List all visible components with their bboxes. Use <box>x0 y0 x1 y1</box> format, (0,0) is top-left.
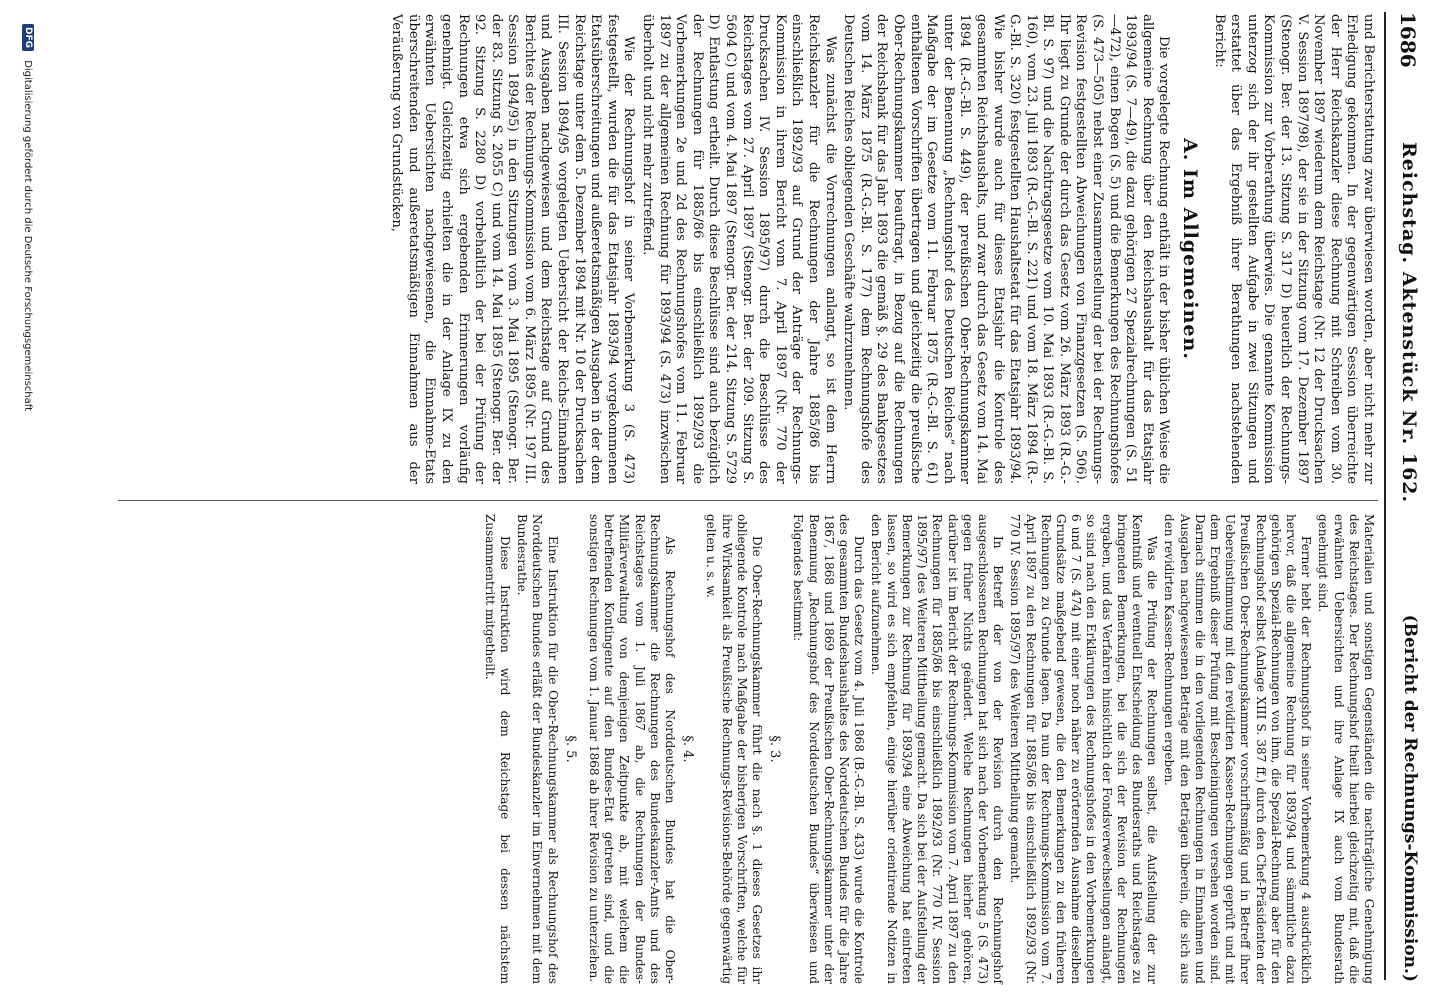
body-paragraph: In Betreff der von der Revision durch den Rechnungshof ausgeschlossenen Rechnungen hat sich nach der Vorbemerkung 5 (S. 473) gegen früher Nichts geändert. Welche Rechnungen hierher gehören, darüber ist im Bericht der Rechnungs-Kommission vom 7. April 1897 zu den Rechnungen für 1885/86 bis einschließlich 1892/93 (Nr. 770 IV. Session 1895/97) des Weiteren Mittheilung gemacht. Da sich bei der Aufstellung der Bemerkungen zur Rechnung für 1893/94 eine Abweichung hat eintreten lassen, so wird es sich empfehlen, einige hierüber orientirende Notizen in den Bericht aufzunehmen. <box>869 514 1006 984</box>
credit-text: Digitalisierung gefördert durch die Deutsche Forschungsgemeinschaft <box>22 60 33 412</box>
running-title: Reichstag. Aktenstück Nr. 162. <box>1398 142 1420 504</box>
section-heading: A. Im Allgemeinen. <box>1179 138 1202 360</box>
statute-text: Als Rechnungshof des Norddeutschen Bundes hat die Ober-Rechnungskammer die Rechnungen des Bundeskanzler-Amts und des Reichstages vom 1. Juli 1867 ab, die Rechnungen der Bundes-Militärverwaltung von demjenigen Zeitpunkte ab, mit welchem die betreffenden Kontingente auf den Bundes-Etat getreten sind, und die sonstigen Rechnungen vom 1. Januar 1868 ab ihrer Revision zu unterziehen. <box>587 514 678 984</box>
dfg-logo: DFG <box>22 24 34 51</box>
column-divider <box>118 500 1378 501</box>
body-paragraph: Wie der Rechnungshof in seiner Vorbemerkung 3 (S. 473) festgestellt, wurden die für das Etatsjahr 1893/94 vorgekommenen Etatsüberschreitungen und außeretatsmäßigen Ausgaben in der dem Reichstage unter dem 5. Dezember 1894 mit Nr. 10 der Drucksachen III. Session 1894/95 vorgelegten Uebersicht der Reichs-Einnahmen und Ausgaben nachgewiesen und dem Reichstage auf Grund des Berichtes der Rechnungs-Kommission vom 6. März 1895 (Nr. 197 III. Session 1894/95) in den Sitzungen vom 3. Mai 1895 (Stenogr. Ber. der 83. Sitzung S. 2055 C) und vom 14. Mai 1895 (Stenogr. Ber. der 92. Sitzung S. 2280 D) vorbehaltlich der bei der Prüfung der Rechnungen etwa sich ergebenden Erinnerungen vorläufig genehmigt. Gleichzeitig erhielten die in der Anlage IX zu den erwähnten Uebersichten nachgewiesenen, die Einnahme-Etats überschreitenden und außeretatsmäßigen Einnahmen aus der Veräußerung von Grundstücken, <box>389 14 637 484</box>
body-paragraph: Durch das Gesetz vom 4. Juli 1868 (B.-G.-Bl. S. 433) wurde die Kontrole des gesammten Bundeshaushaltes des Norddeutschen Bundes für die Jahre 1867, 1868 und 1869 der Preußischen Ober-Rechnungskammer unter der Benennung „Rechnungshof des Norddeutschen Bundes“ überwiesen und Folgendes bestimmt: <box>791 514 867 984</box>
right-column <box>476 514 1376 984</box>
page-header <box>1392 12 1426 982</box>
page-number: 1686 <box>1396 12 1420 68</box>
closing-paragraph: Diese Instruktion wird dem Reichstage bei dessen nächstem Zusammentritt mitgetheilt. <box>482 514 513 984</box>
statute-text: Eine Instruktion für die Ober-Rechnungskammer als Rechnungshof des Norddeutschen Bundes erläßt der Bundeskanzler im Einvernehmen mit dem Bundesrathe. <box>515 514 560 984</box>
intro-paragraph: und Berichterstattung zwar überwiesen worden, aber nicht mehr zur Erledigung gekommen. In der gegenwärtigen Session überreichte der Herr Reichskanzler diese Rechnung mit Schreiben vom 30. November 1897 wiederum dem Reichstage (Nr. 12 der Drucksachen V. Session 1897/98), der sie in der Sitzung vom 17. Dezember 1897 (Stenogr. Ber. der 13. Sitzung S. 317 D) heuerlich der Rechnungs-Kommission zur Vorberathung überwies. Die genannte Kommission unterzog sich der ihr gestellten Aufgabe in zwei Sitzungen und erstattet über das Ergebniß ihrer Berathungen nachstehenden Bericht: <box>1211 14 1376 484</box>
header-rule <box>1384 12 1386 980</box>
body-paragraph: Was zunächst die Vorrechnungen anlangt, so ist dem Herrn Reichskanzler für die Rechnungen der Jahre 1885/86 bis einschließlich 1892/93 auf Grund der Anträge der Rechnungs-Kommission in ihrem Bericht vom 7. April 1897 (Nr. 770 der Drucksachen IV. Session 1895/97) durch die Beschlüsse des Reichstages vom 27. April 1897 (Stenogr. Ber. der 209. Sitzung S. 5604 C) und vom 4. Mai 1897 (Stenogr. Ber. der 214. Sitzung S. 5729 D) Entlastung ertheilt. Durch diese Beschlüsse sind auch bezüglich der Rechnungen für 1885/86 bis einschließlich 1892/93 die Vorbemerkungen 2e und 2d des Rechnungshofes vom 11. Februar 1897 zu der allgemeinen Rechnung für 1893/94 (S. 473) inzwischen überholt und nicht mehr zutreffend. <box>640 14 838 484</box>
left-column <box>126 14 1376 484</box>
paragraph-number: §. 4. <box>680 735 696 763</box>
paragraph-number: §. 3. <box>767 735 783 763</box>
body-paragraph: Materialien und sonstigen Gegenständen die nachträgliche Genehmigung des Reichstages. Der Rechnungshof theilt hierbei gleichzeitig mit, daß die erwähnten Uebersichten und ihre Anlage IX auch vom Bundesrath genehmigt sind. <box>1316 514 1376 984</box>
statute-text: Die Ober-Rechnungskammer führt die nach §. 1 dieses Gesetzes ihr obliegende Kontrole nach Maßgabe der bisherigen Vorschriften, welche für ihre Wirksamkeit als Preußische Rechnungs-Revisions-Behörde gegenwärtig gelten u. s. w. <box>704 514 765 984</box>
paragraph-number: §. 5. <box>562 735 578 763</box>
running-subtitle: (Bericht der Rechnungs-Kommission.) <box>1400 614 1420 982</box>
body-paragraph: Was die Prüfung der Rechnungen selbst, die Aufstellung der zur Kenntniß und eventuell Entscheidung des Bundesraths und Reichstages zu bringenden Bemerkungen, bei die sich der Revision der Rechnungen ergaben, und das Verfahren hinsichtlich der Fondsverwechselungen anlangt, so sind nach den Erklärungen des Rechnungshofes in den Vorbemerkungen 6 und 7 (S. 474) mit einer noch näher zu erörternden Ausnahme dieselben Grundsätze maßgebend gewesen, die den Bemerkungen zu den früheren Rechnungen zu Grunde lagen. Da nun der Rechnungs-Kommission vom 7. April 1897 zu den Rechnungen für 1885/86 bis einschließlich 1892/93 (Nr. 770 IV. Session 1895/97) des Weiteren Mittheilung gemacht. <box>1008 514 1160 984</box>
body-paragraph: Ferner hebt der Rechnungshof in seiner Vorbemerkung 4 ausdrücklich hervor, daß die allgemeine Rechnung für 1893/94 und sämmtliche dazu gehörigen Spezial-Rechnungen von ihm, die Spezial-Rechnung aber für den Rechnungshof selbst (Anlage XIII S. 387 ff.) durch den Chef-Präsidenten der Preußischen Ober-Rechnungskammer vorschriftsmäßig und in Betreff ihrer Uebereinstimmung mit den revidirten Kassen-Rechnungen geprüft und mit dem Ergebniß dieser Prüfung mit Bescheinigungen versehen worden sind. Darnach stimmen die in den vorliegenden Rechnungen in Einnahmen und Ausgaben nachgewiesenen Beträge mit den Beträgen überein, die sich aus den revidirten Kassen-Rechnungen ergeben. <box>1162 514 1314 984</box>
digitization-credit <box>14 24 34 984</box>
body-paragraph: Die vorgelegte Rechnung enthält in der bisher üblichen Weise die allgemeine Rechnung über den Reichshaushalt für das Etatsjahr 1893/94 (S. 7—49), die dazu gehörigen 27 Spezialrechnungen (S. 51—472), einen Bogen (S. 5) und die Bemerkungen des Rechnungshofes (S. 473—505) nebst einer Zusammenstellung der bei der Rechnungs-Revision festgestellten Abweichungen von Finanzgesetzen (S. 506). Ihr liegt zu Grunde der durch das Gesetz vom 26. März 1893 (R.-G.-Bl. S. 97) und die Nachtragsgesetze vom 10. Mai 1893 (R.-G.-Bl. S. 160), vom 23. Juli 1893 (R.-G.-Bl. S. 221) und vom 18. März 1894 (R.-G.-Bl. S. 320) festgestellten Haushaltsetat für das Etatsjahr 1893/94. Wie bisher wurde auch für dieses Etatsjahr die Kontrole des gesammten Reichshaushalts, und zwar durch das Gesetz vom 14. Mai 1894 (R.-G.-Bl. S. 449), der preußischen Ober-Rechnungskammer unter der Benennung „Rechnungshof des Deutschen Reiches“ nach Maßgabe der im Gesetze vom 11. Februar 1875 (R.-G.-Bl. S. 61) enthaltenen Vorschriften übertragen und gleichzeitig die preußische Ober-Rechnungskammer beauftragt, in Bezug auf die Rechnungen der Reichsbank für das Jahr 1893 die gemäß §. 29 des Bankgesetzes vom 14. März 1875 (R.-G.-Bl. S. 177) dem Rechnungshofe des Deutschen Reiches obliegenden Geschäfte wahrzunehmen. <box>841 14 1172 484</box>
